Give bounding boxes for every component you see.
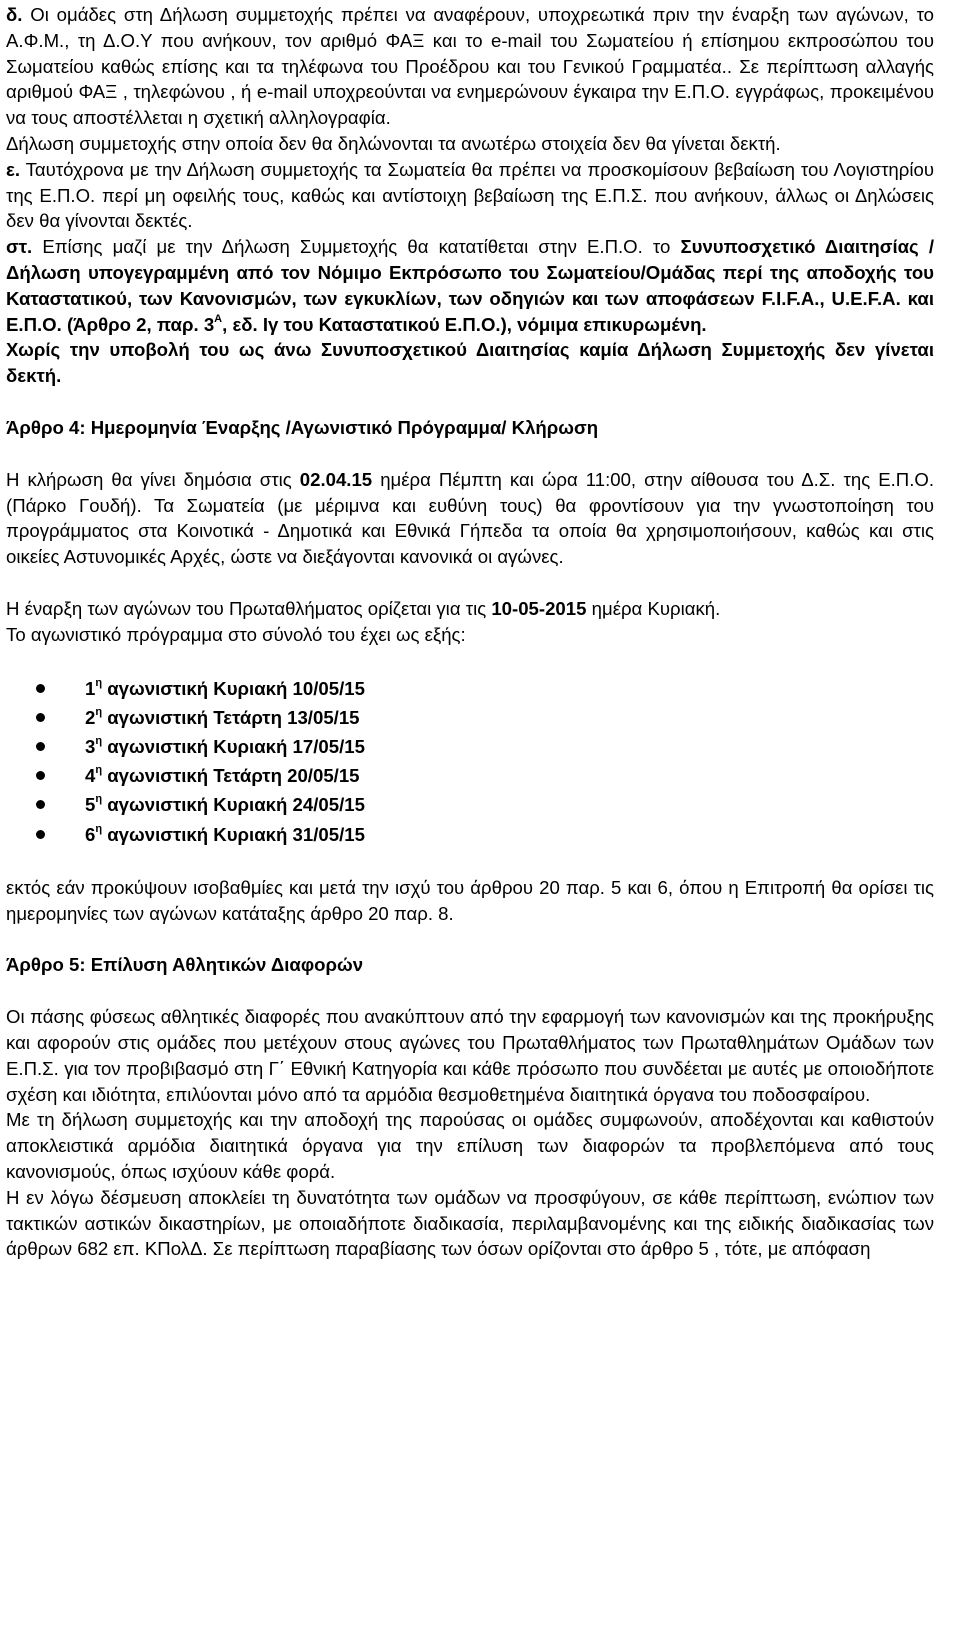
section-e-paragraph [6, 157, 934, 234]
article-4-p1-rest: ημέρα Πέμπτη και ώρα 11:00, στην αίθουσα του Δ.Σ. της Ε.Π.Ο. (Πάρκο Γουδή). Τα Σωματεία (με μέριμνα και ευθύνη τους) θα φροντίσουν για την γνωστοποίηση του προγράμματος στα Κοινοτικά - Δημοτικά και Εθνικά Γήπεδα τα οποία θα χρησιμοποιήσουν, καθώς και στις οικείες Αστυνομικές Αρχές, ώστε να διεξάγονται κανονικά οι αγώνες. [6, 468, 934, 568]
section-st-text: Επίσης μαζί με την Δήλωση Συμμετοχής θα κατατίθεται στην Ε.Π.Ο. το [42, 236, 671, 258]
round-text: αγωνιστική Κυριακή 17/05/15 [102, 735, 365, 757]
round-item [36, 761, 934, 790]
round-number: 1 [85, 677, 96, 699]
article-4-paragraph-1 [6, 467, 934, 570]
round-number: 5 [85, 794, 96, 816]
spacer [6, 389, 934, 415]
draw-date: 02.04.15 [299, 468, 373, 490]
round-text: αγωνιστική Τετάρτη 20/05/15 [102, 765, 360, 787]
round-number: 6 [85, 823, 96, 845]
rounds-list [6, 674, 934, 849]
spacer [6, 926, 934, 952]
round-item [36, 790, 934, 819]
round-item [36, 820, 934, 849]
spacer [6, 648, 934, 674]
section-d-paragraph [6, 2, 934, 131]
round-ordinal-suffix: η [95, 734, 103, 747]
section-st-bold-part1: Συνυποσχετικό Διαιτησίας / Δήλωση υπογεγραμμένη από τον Νόμιμο Εκπρόσωπο του Σωματείου/Ομάδας περί της αποδοχής του Καταστατικού, των Κανονισμών, των εγκυκλίων, των οδηγιών και των αποφάσεων F.I.F.A., U.E.F.A. και Ε.Π.Ο. (Άρθρο 2, παρ. 3 [6, 236, 934, 335]
article-4-paragraph-3: Το αγωνιστικό πρόγραμμα στο σύνολό του έχει ως εξής: [6, 623, 466, 645]
spacer [6, 570, 934, 596]
section-d-text: Οι ομάδες στη Δήλωση συμμετοχής πρέπει να αναφέρουν, υποχρεωτικά πριν την έναρξη των αγώνων, το Α.Φ.Μ., τη Δ.Ο.Υ που ανήκουν, τον αριθμό ΦΑΞ και το e-mail του Σωματείου ή επίσημου εκπροσώπου του Σωματείου καθώς επίσης και τα τηλέφωνα του Προέδρου και του Γενικού Γραμματέα.. Σε περίπτωση αλλαγής αριθμού ΦΑΞ , τηλεφώνου , ή e-mail υποχρεούνται να ενημερώνουν έγκαιρα την Ε.Π.Ο. εγγράφως, προκειμένου να τους αποστέλλεται η σχετική αλληλογραφία. [6, 4, 934, 129]
section-d-note: Δήλωση συμμετοχής στην οποία δεν θα δηλώνονται τα ανωτέρω στοιχεία δεν θα γίνεται δεκτή. [6, 132, 781, 154]
round-ordinal-suffix: η [95, 705, 103, 718]
round-number: 4 [85, 765, 96, 787]
round-ordinal-suffix: η [95, 793, 103, 806]
spacer [6, 441, 934, 467]
round-item [36, 674, 934, 703]
section-e-text: Ταυτόχρονα με την Δήλωση συμμετοχής τα Σωματεία θα πρέπει να προσκομίσουν βεβαίωση του Λογιστηρίου της Ε.Π.Ο. περί μη οφειλής τους, καθώς και αντίστοιχη βεβαίωση της Ε.Π.Σ. που ανήκουν, άλλως οι Δηλώσεις δεν θα γίνονται δεκτές. [6, 158, 934, 232]
round-ordinal-suffix: η [95, 764, 103, 777]
article-4-p2-rest: ημέρα Κυριακή. [586, 597, 721, 619]
section-st-note: Χωρίς την υποβολή του ως άνω Συνυποσχετικού Διαιτησίας καμία Δήλωση Συμμετοχής δεν γίνεται δεκτή. [6, 339, 934, 387]
section-e-label: ε. [6, 158, 20, 180]
round-item [36, 703, 934, 732]
article-5-paragraph-2: Με τη δήλωση συμμετοχής και την αποδοχή της παρούσας οι ομάδες συμφωνούν, αποδέχονται και καθιστούν αποκλειστικά αρμόδια διαιτητικά όργανα για την επίλυση των διαφορών τα προβλεπόμενα από τους κανονισμούς, όπως ισχύουν κάθε φορά. [6, 1109, 934, 1182]
article-4-p1-text: Η κλήρωση θα γίνει δημόσια στις [6, 468, 300, 490]
article-4-heading: Άρθρο 4: Ημερομηνία Έναρξης /Αγωνιστικό Πρόγραμμα/ Κλήρωση [6, 416, 599, 438]
round-text: αγωνιστική Κυριακή 10/05/15 [102, 677, 365, 699]
bullet-icon [36, 684, 45, 693]
section-d-label: δ. [6, 4, 23, 25]
round-text: αγωνιστική Κυριακή 31/05/15 [102, 823, 365, 845]
article-5-paragraph-3: Η εν λόγω δέσμευση αποκλείει τη δυνατότητα των ομάδων να προσφύγουν, σε κάθε περίπτωση, ενώπιον των τακτικών αστικών δικαστηρίων, με οποιαδήποτε διαδικασία, περιλαμβανομένης και της ειδικής διαδικασίας των άρθρων 682 επ. ΚΠολΔ. Σε περίπτωση παραβίασης των όσων ορίζονται στο άρθρο 5 , τότε, με απόφαση [6, 1186, 934, 1260]
round-number: 2 [85, 706, 96, 728]
section-st-superscript: Α [214, 312, 223, 325]
section-st-label: στ. [6, 236, 33, 258]
round-number: 3 [85, 735, 96, 757]
bullet-icon [36, 800, 45, 809]
bullet-icon [36, 713, 45, 722]
round-text: αγωνιστική Τετάρτη 13/05/15 [102, 706, 360, 728]
article-5-heading: Άρθρο 5: Επίλυση Αθλητικών Διαφορών [6, 954, 364, 976]
section-st-paragraph [6, 234, 934, 337]
round-ordinal-suffix: η [95, 822, 103, 835]
spacer [6, 978, 934, 1004]
round-text: αγωνιστική Κυριακή 24/05/15 [102, 794, 365, 816]
bullet-icon [36, 830, 45, 839]
start-date: 10-05-2015 [491, 597, 587, 619]
round-item [36, 732, 934, 761]
round-ordinal-suffix: η [95, 676, 103, 689]
article-4-paragraph-4: εκτός εάν προκύψουν ισοβαθμίες και μετά την ισχύ του άρθρου 20 παρ. 5 και 6, όπου η Επιτροπή θα ορίσει τις ημερομηνίες των αγώνων κατάταξης άρθρο 20 παρ. 8. [6, 876, 934, 924]
bullet-icon [36, 771, 45, 780]
article-5-paragraph-1: Οι πάσης φύσεως αθλητικές διαφορές που ανακύπτουν από την εφαρμογή των κανονισμών και της προκήρυξης και αφορούν στις ομάδες που μετέχουν στους αγώνες του Πρωταθλήματος των Πρωταθλημάτων Ομάδων των Ε.Π.Σ. για τον προβιβασμό στη Γ΄ Εθνική Κατηγορία και κάθε πρόσωπο που συνδέεται με αυτές με οποιοδήποτε σχέση και ιδιότητα, επιλύονται μόνο από τα αρμόδια θεσμοθετημένα διαιτητικά όργανα του ποδοσφαίρου. [6, 1006, 934, 1105]
bullet-icon [36, 742, 45, 751]
spacer [6, 849, 934, 875]
section-st-bold-part2: , εδ. Ιγ του Καταστατικού Ε.Π.Ο.), νόμιμα επικυρωμένη. [222, 313, 707, 335]
article-4-p2-text: Η έναρξη των αγώνων του Πρωταθλήματος ορίζεται για τις [6, 597, 492, 619]
article-4-paragraph-2 [6, 596, 934, 622]
